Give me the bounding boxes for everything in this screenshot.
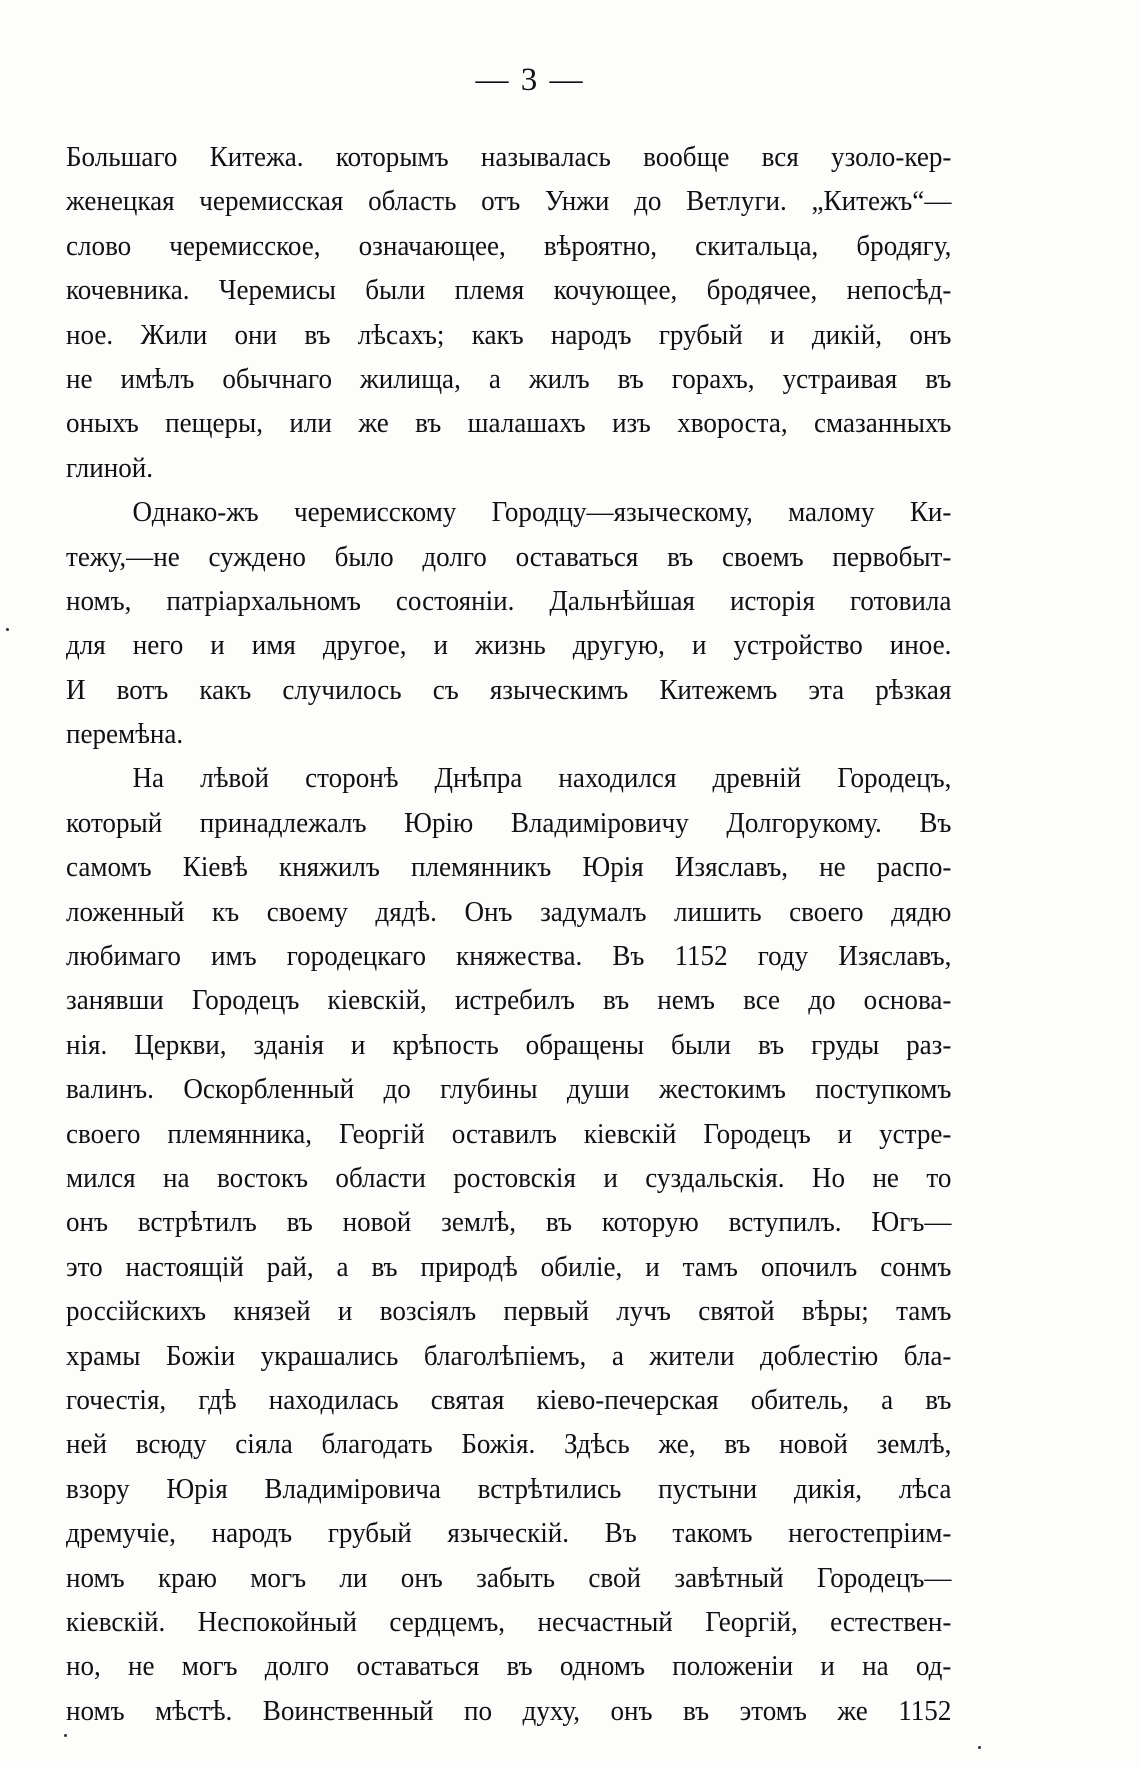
- paragraph-3: [66, 757, 952, 1734]
- text-line: На лѣвой сторонѣ Днѣпра находился древній Городецъ,: [132, 763, 952, 795]
- text-line: И вотъ какъ случилось съ языческимъ Китежемъ эта рѣзкая: [66, 674, 952, 706]
- text-line: гочестія, гдѣ находилась святая кіево-печерская обитель, а въ: [66, 1384, 952, 1416]
- text-line: это настоящій рай, а въ природѣ обиліе, и тамъ опочилъ сонмъ: [66, 1251, 952, 1283]
- page-number: — 3 —: [475, 62, 585, 98]
- text-line: своего племянника, Георгій оставилъ кіевскій Городецъ и устре-: [66, 1118, 952, 1150]
- text-line: взору Юрія Владиміровича встрѣтились пустыни дикія, лѣса: [66, 1473, 952, 1505]
- text-line: самомъ Кіевѣ княжилъ племянникъ Юрія Изяславъ, не распо-: [66, 852, 952, 884]
- text-line: номъ мѣстѣ. Воинственный по духу, онъ въ этомъ же 1152: [66, 1695, 952, 1727]
- text-line: занявши Городецъ кіевскій, истребилъ въ немъ все до основа-: [66, 985, 952, 1017]
- text-line: россійскихъ князей и возсіялъ первый лучъ святой вѣры; тамъ: [66, 1296, 952, 1328]
- body-text: [66, 136, 952, 1734]
- text-line: ложенный къ своему дядѣ. Онъ задумалъ лишить своего дядю: [66, 896, 952, 928]
- text-line: оныхъ пещеры, или же въ шалашахъ изъ хвороста, смазанныхъ: [66, 408, 952, 440]
- text-line: ное. Жили они въ лѣсахъ; какъ народъ грубый и дикій, онъ: [66, 319, 952, 351]
- text-line: дремучіе, народъ грубый языческій. Въ такомъ негостепріим-: [66, 1518, 952, 1550]
- text-line: кочевника. Черемисы были племя кочующее, бродячее, непосѣд-: [66, 275, 952, 307]
- text-line: кіевскій. Неспокойный сердцемъ, несчастный Георгій, естествен-: [66, 1606, 952, 1638]
- text-line: перемѣна.: [66, 719, 184, 751]
- text-line: любимаго имъ городецкаго княжества. Въ 1152 году Изяславъ,: [66, 941, 952, 973]
- text-line: Однако-жъ черемисскому Городцу—языческому, малому Ки-: [132, 497, 952, 529]
- text-line: номъ краю могъ ли онъ забыть свой завѣтный Городецъ—: [66, 1562, 952, 1594]
- text-line: мился на востокъ области ростовскія и суздальскія. Но не то: [66, 1162, 952, 1194]
- text-line: валинъ. Оскорбленный до глубины души жестокимъ поступкомъ: [66, 1074, 952, 1106]
- text-line: Большаго Китежа. которымъ называлась вообще вся узоло-кер-: [66, 142, 952, 173]
- scan-speck: [6, 628, 9, 631]
- paragraph-1: [66, 136, 952, 491]
- text-line: но, не могъ долго оставаться въ одномъ положеніи и на од-: [66, 1651, 952, 1683]
- text-line: слово черемисское, означающее, вѣроятно, скитальца, бродягу,: [66, 230, 952, 262]
- text-line: нія. Церкви, зданія и крѣпость обращены были въ груды раз-: [66, 1029, 952, 1061]
- text-line: женецкая черемисская область отъ Унжи до Ветлуги. „Китежъ“—: [66, 186, 952, 218]
- scan-speck: [64, 1734, 67, 1737]
- text-line: тежу,—не суждено было долго оставаться въ своемъ первобыт-: [66, 541, 952, 573]
- text-line: онъ встрѣтилъ въ новой землѣ, въ которую вступилъ. Югъ—: [66, 1207, 952, 1239]
- text-line: ней всюду сіяла благодать Божія. Здѣсь же, въ новой землѣ,: [66, 1429, 952, 1461]
- text-line: который принадлежалъ Юрію Владиміровичу Долгорукому. Въ: [66, 807, 952, 839]
- scan-speck: [978, 1746, 981, 1749]
- text-line: не имѣлъ обычнаго жилища, а жилъ въ горахъ, устраивая въ: [66, 363, 952, 395]
- text-line: для него и имя другое, и жизнь другую, и устройство иное.: [66, 630, 952, 662]
- paragraph-2: [66, 491, 952, 757]
- text-line: номъ, патріархальномъ состояніи. Дальнѣйшая исторія готовила: [66, 585, 952, 617]
- text-line: глиной.: [66, 452, 154, 484]
- text-line: храмы Божіи украшались благолѣпіемъ, а жители доблестію бла-: [66, 1340, 952, 1372]
